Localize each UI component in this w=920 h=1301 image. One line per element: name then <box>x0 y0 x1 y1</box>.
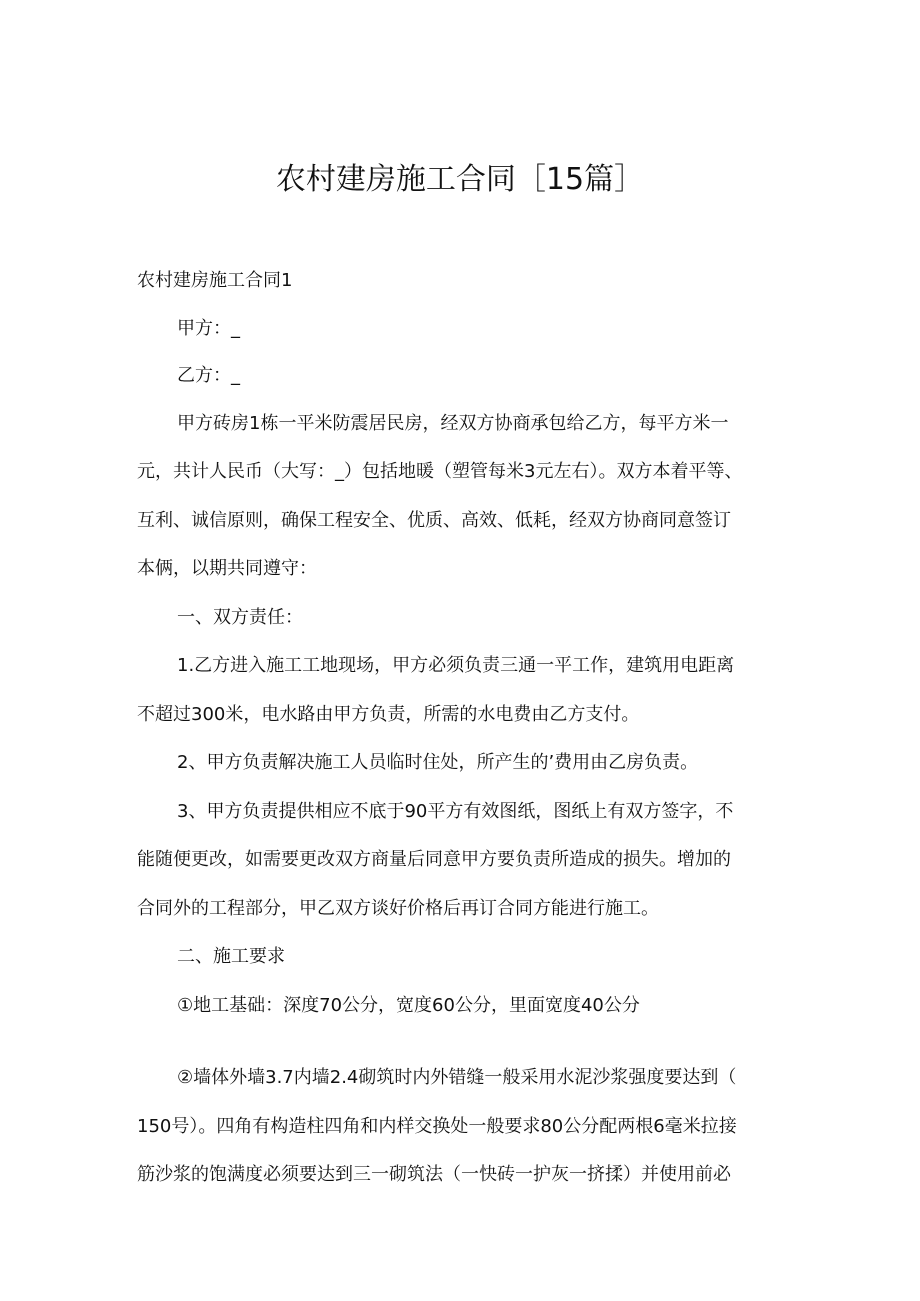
paragraph-line: 筋沙浆的饱满度必须要达到三一砌筑法（一快砖一护灰一挤揉）并使用前必 <box>137 1164 731 1185</box>
paragraph-line: 1.乙方进入施工工地现场，甲方必须负责三通一平工作，建筑用电距离 <box>177 655 735 676</box>
paragraph-line: 能随便更改，如需要更改双方商量后同意甲方要负责所造成的损失。增加的 <box>137 849 731 870</box>
paragraph-line: 甲方砖房1栋一平米防震居民房，经双方协商承包给乙方，每平方米一 <box>177 413 729 434</box>
paragraph-line: 本俩，以期共同遵守： <box>137 558 317 579</box>
party-b-line: 乙方：_ <box>177 365 240 386</box>
paragraph-line: 3、甲方负责提供相应不底于90平方有效图纸，图纸上有双方签字，不 <box>177 801 734 822</box>
paragraph-line: ②墙体外墙3.7内墙2.4砌筑时内外错缝一般采用水泥沙浆强度要达到（ <box>177 1067 737 1088</box>
paragraph-line: 2、甲方负责解决施工人员临时住处，所产生的’费用由乙房负责。 <box>177 752 699 773</box>
document-title: 农村建房施工合同［15篇］ <box>275 162 645 197</box>
party-a-line: 甲方：_ <box>177 318 240 339</box>
paragraph-line: 不超过300米，电水路由甲方负责，所需的水电费由乙方支付。 <box>137 704 640 725</box>
paragraph-line: 元，共计人民币（大写：_）包括地暖（塑管每米3元左右）。双方本着平等、 <box>137 461 743 482</box>
paragraph-line: 合同外的工程部分，甲乙双方谈好价格后再订合同方能进行施工。 <box>137 898 659 919</box>
paragraph-line: ①地工基础：深度70公分，宽度60公分，里面宽度40公分 <box>177 995 640 1016</box>
section-heading-duties: 一、双方责任： <box>177 607 303 628</box>
paragraph-line: 互利、诚信原则，确保工程安全、优质、高效、低耗，经双方协商同意签订 <box>137 510 731 531</box>
section-heading-requirements: 二、施工要求 <box>177 946 285 967</box>
paragraph-line: 150号）。四角有构造柱四角和内样交换处一般要求80公分配两根6毫米拉接 <box>137 1116 737 1137</box>
section-heading: 农村建房施工合同1 <box>137 270 293 291</box>
